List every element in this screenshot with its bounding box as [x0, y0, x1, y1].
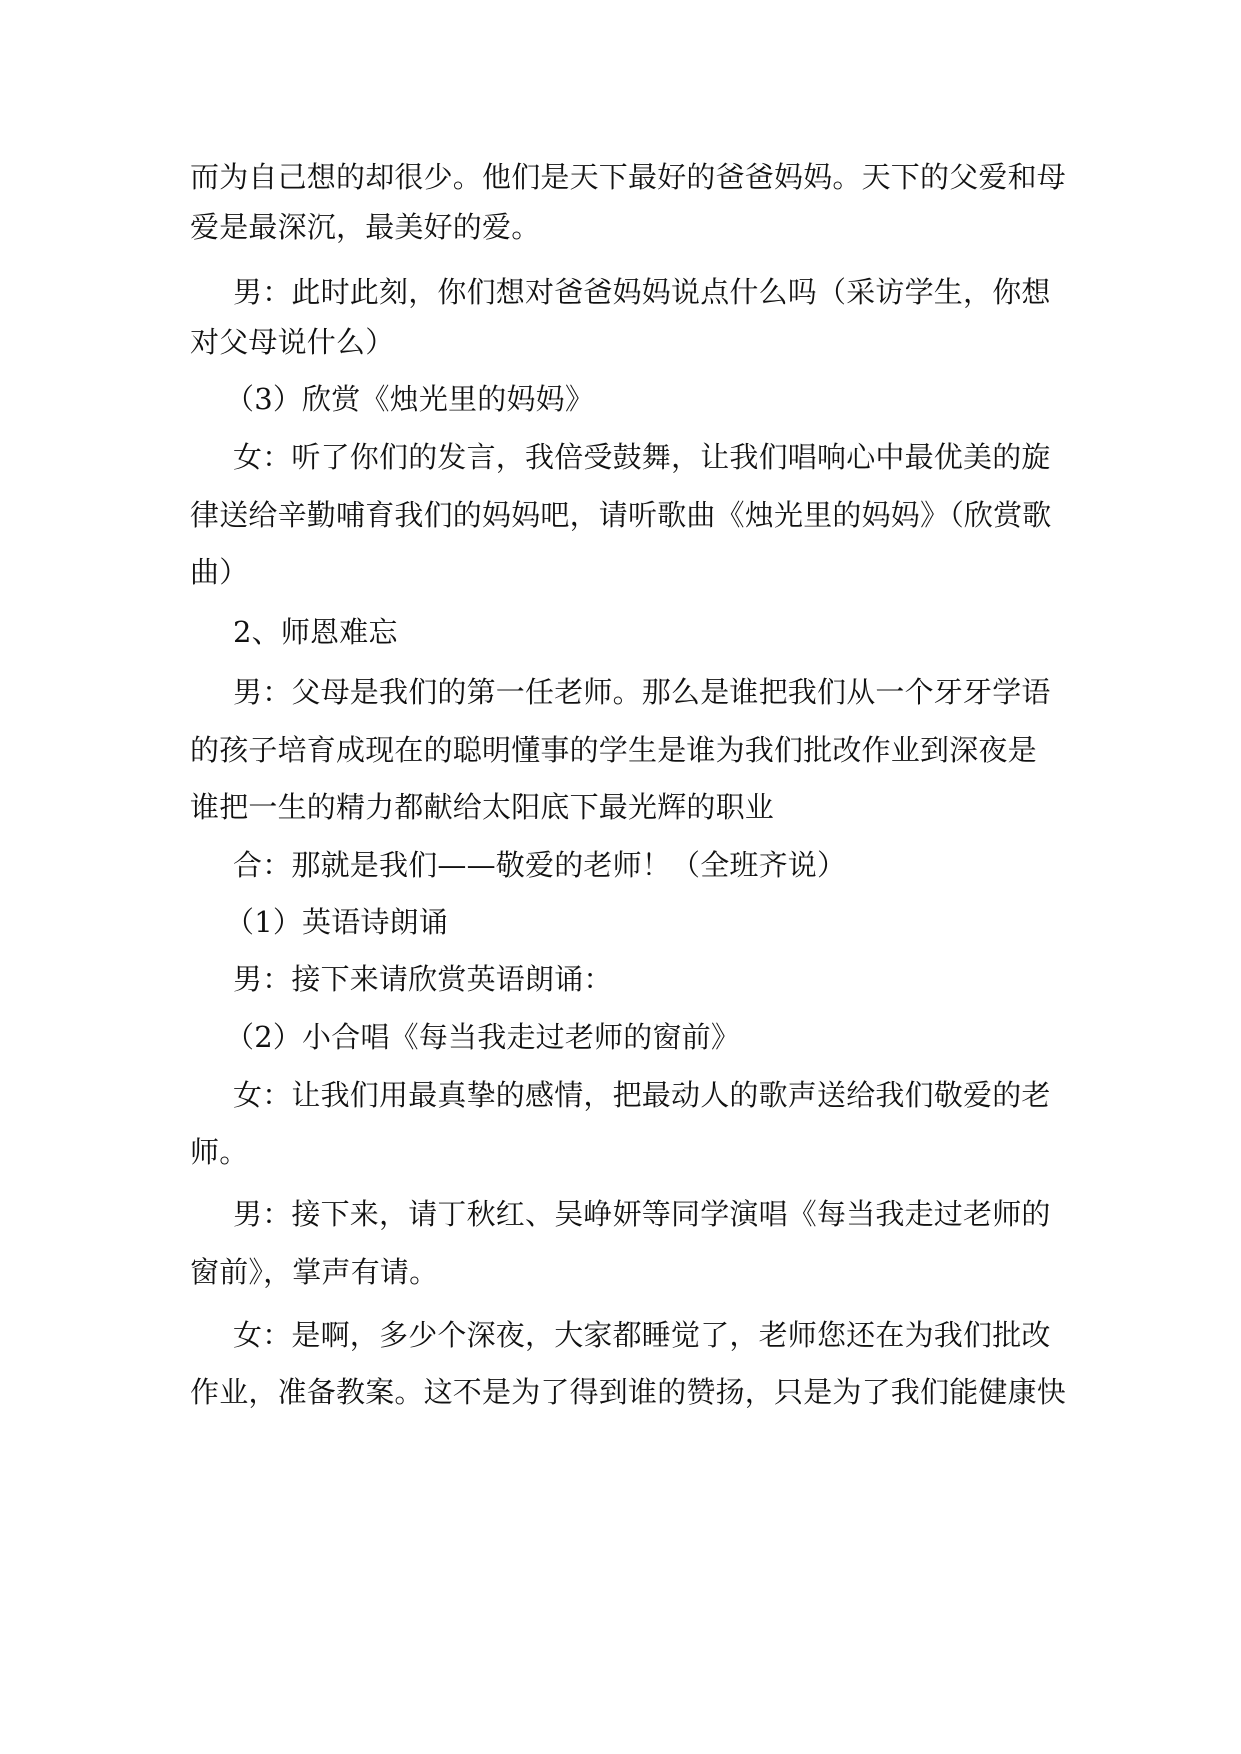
text-line: 合：那就是我们——敬爱的老师！（全班齐说） [233, 848, 847, 882]
text-line: 女：是啊，多少个深夜，大家都睡觉了，老师您还在为我们批改 [233, 1318, 1051, 1352]
text-line: 爱是最深沉，最美好的爱。 [190, 210, 541, 244]
text-line: 女：让我们用最真挚的感情，把最动人的歌声送给我们敬爱的老 [233, 1078, 1051, 1112]
text-line: 曲） [190, 555, 249, 589]
text-line: 窗前》，掌声有请。 [190, 1255, 439, 1289]
text-line: 男：此时此刻，你们想对爸爸妈妈说点什么吗（采访学生，你想 [233, 275, 1051, 309]
text-line: 师。 [190, 1135, 249, 1169]
text-line: 谁把一生的精力都献给太阳底下最光辉的职业 [190, 790, 775, 824]
text-line: 男：父母是我们的第一任老师。那么是谁把我们从一个牙牙学语 [233, 675, 1051, 709]
section-heading: （1）英语诗朗诵 [225, 905, 449, 939]
section-heading: （3）欣赏《烛光里的妈妈》 [225, 382, 595, 416]
text-line: 对父母说什么） [190, 325, 395, 359]
text-line: 而为自己想的却很少。他们是天下最好的爸爸妈妈。天下的父爱和母 [190, 160, 1067, 194]
section-heading: （2）小合唱《每当我走过老师的窗前》 [225, 1020, 741, 1054]
text-line: 女：听了你们的发言，我倍受鼓舞，让我们唱响心中最优美的旋 [233, 440, 1051, 474]
text-line: 男：接下来请欣赏英语朗诵： [233, 962, 613, 996]
text-line: 男：接下来，请丁秋红、吴峥妍等同学演唱《每当我走过老师的 [233, 1197, 1051, 1231]
text-line: 的孩子培育成现在的聪明懂事的学生是谁为我们批改作业到深夜是 [190, 733, 1037, 767]
text-line: 律送给辛勤哺育我们的妈妈吧，请听歌曲《烛光里的妈妈》（欣赏歌 [190, 498, 1052, 532]
section-heading: 2、师恩难忘 [233, 615, 398, 649]
text-line: 作业，准备教案。这不是为了得到谁的赞扬，只是为了我们能健康快 [190, 1375, 1067, 1409]
